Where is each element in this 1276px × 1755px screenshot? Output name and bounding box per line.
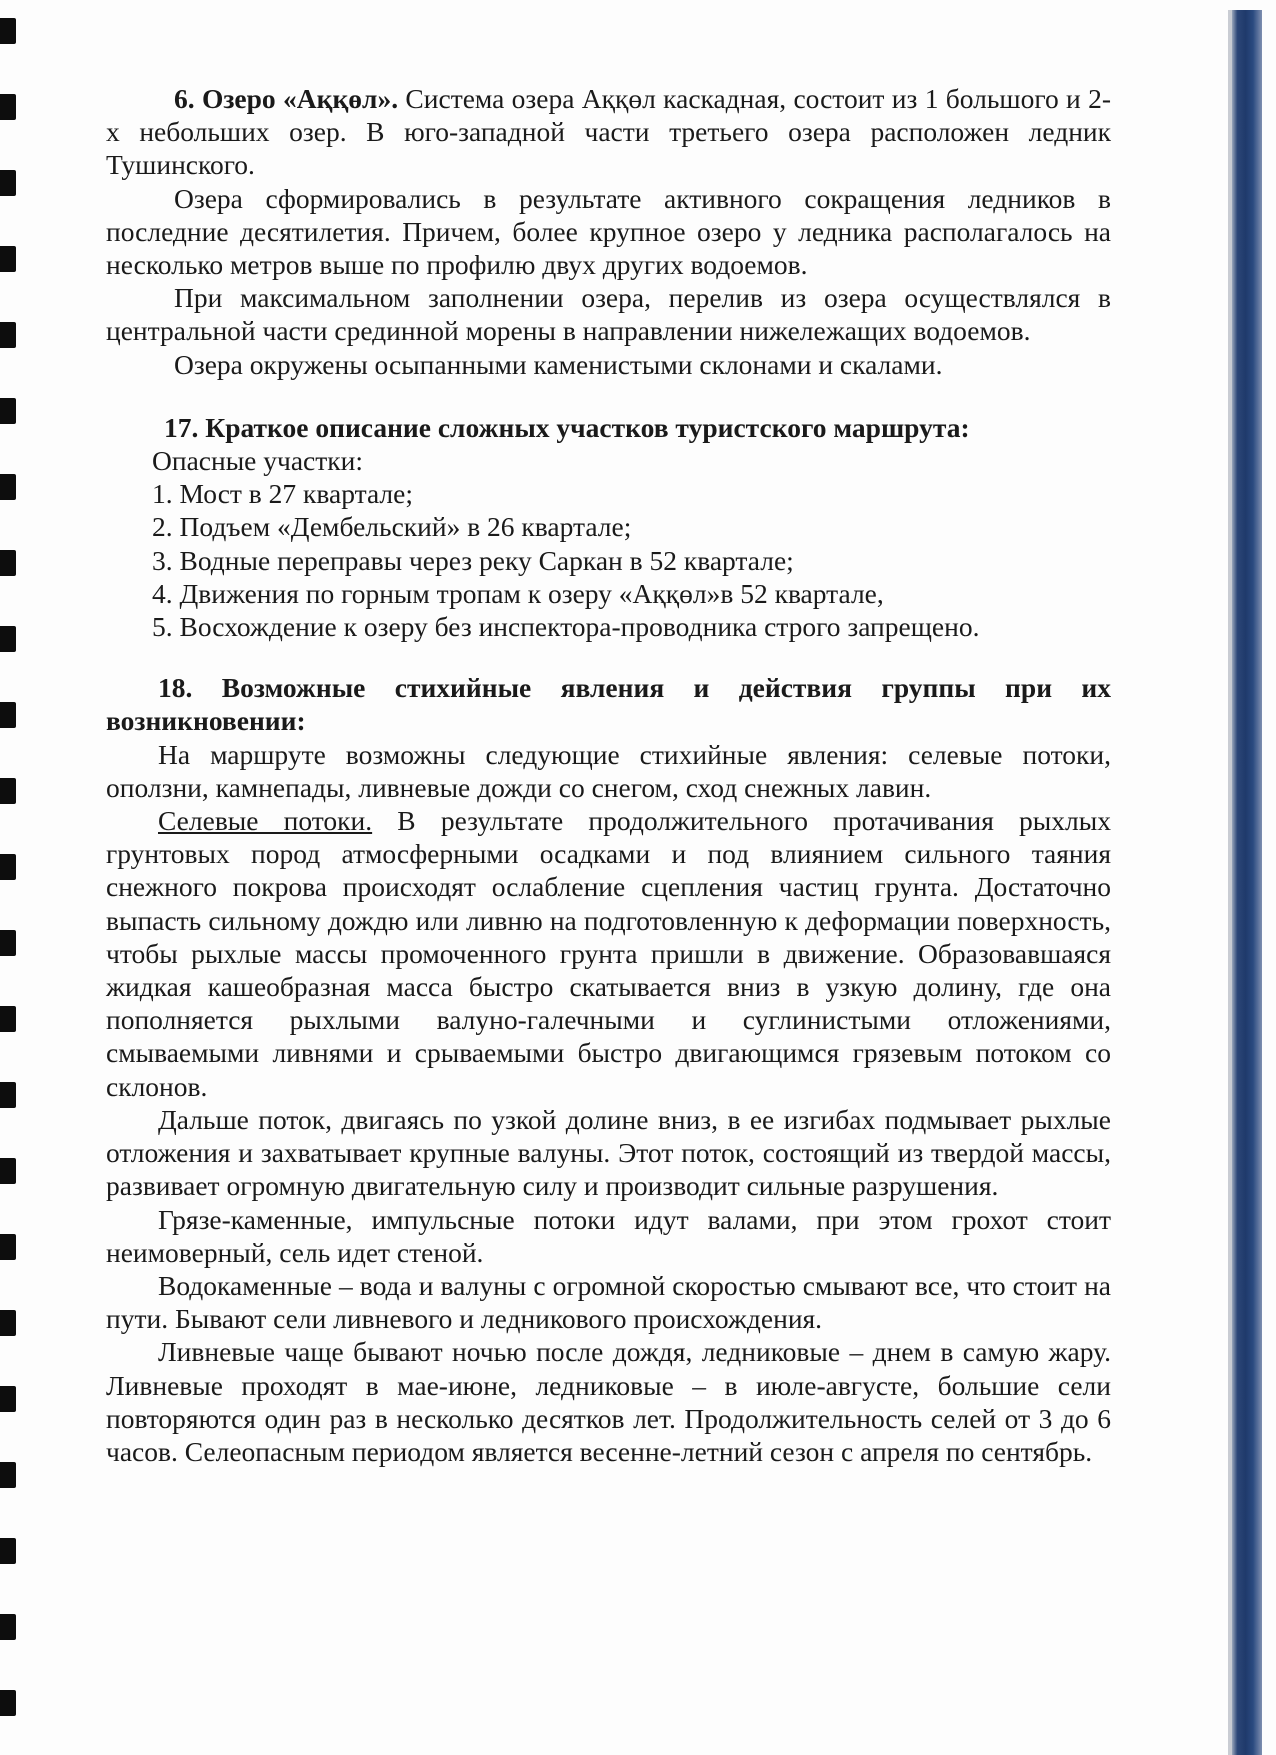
list-item: 4. Движения по горным тропам к озеру «Аққөл»в 52 квартале,: [152, 577, 884, 609]
section17-subtitle: Опасные участки:: [152, 445, 363, 477]
section6-intro: [106, 82, 1111, 182]
section18-paragraph-3: Дальше поток, двигаясь по узкой долине вниз, в ее изгибах подмывает рыхлые отложения и захватывает крупные валуны. Этот поток, состоящий из твердой массы, развивает огромную двигательную силу и производит сильные разрушения.: [106, 1103, 1111, 1202]
binding-hole: [0, 398, 16, 424]
binding-hole: [0, 626, 16, 652]
binding-hole: [0, 702, 16, 728]
section18-paragraph-5: Водокаменные – вода и валуны с огромной скоростью смывают все, что стоит на пути. Бывают сели ливневого и ледникового происхождения.: [106, 1269, 1111, 1335]
binding-hole: [0, 930, 16, 956]
section18-paragraph-6: Ливневые чаще бывают ночью после дождя, ледниковые – днем в самую жару. Ливневые проходят в мае-июне, ледниковые – в июле-августе, большие сели повторяются один раз в несколько десятков лет. Продолжительность селей от 3 до 6 часов. Селеопасным периодом является весенне-летний сезон с апреля по сентябрь.: [106, 1336, 1111, 1467]
binding-hole: [0, 1006, 16, 1032]
section18-mudflow-paragraph: [106, 804, 1111, 1103]
binding-hole: [0, 474, 16, 500]
section17-title: 17. Краткое описание сложных участков туристского маршрута:: [164, 411, 970, 443]
binding-hole: [0, 1158, 16, 1184]
mudflow-label: Селевые потоки.: [158, 805, 373, 837]
blue-binding-spine: [1232, 10, 1262, 1755]
binding-hole: [0, 1690, 16, 1716]
list-item: 2. Подъем «Дембельский» в 26 квартале;: [152, 511, 632, 543]
section6-title: 6. Озеро «Аққөл».: [174, 83, 399, 114]
binding-hole: [0, 170, 16, 196]
section18-paragraph-1: На маршруте возможны следующие стихийные явления: селевые потоки, оползни, камнепады, ливневые дожди со снегом, сход снежных лавин.: [106, 738, 1111, 803]
spacer: [106, 381, 1111, 411]
binding-hole: [0, 246, 16, 272]
binding-hole: [0, 322, 16, 348]
list-item: 1. Мост в 27 квартале;: [152, 478, 413, 510]
binding-hole: [0, 1310, 16, 1336]
binding-holes: [0, 0, 22, 1755]
binding-hole: [0, 550, 16, 576]
spacer: [106, 643, 1111, 671]
section6-paragraph-2: Озера сформировались в результате активного сокращения ледников в последние десятилетия. Причем, более крупное озеро у ледника располагалось на несколько метров выше по профилю двух других водоемов.: [106, 182, 1111, 281]
binding-hole: [0, 1614, 16, 1640]
binding-hole: [0, 1462, 16, 1488]
mudflow-text: В результате продолжительного протачивания рыхлых грунтовых пород атмосферными осадками и под влиянием сильного таяния снежного покрова происходят ослабление сцепления частиц грунта. Достаточно выпасть сильному дождю или ливню на подготовленную к деформации поверхность, чтобы рыхлые массы промоченного грунта пришли в движение. Образовавшаяся жидкая кашеобразная масса быстро скатывается вниз в узкую долину, где она пополняется рыхлыми валуно-галечными и суглинистыми отложениями, смываемыми ливнями и срываемыми быстро двигающимся грязевым потоком со склонов.: [106, 805, 1111, 1102]
section6-paragraph-3: При максимальном заполнении озера, перелив из озера осуществлялся в центральной части срединной морены в направлении нижележащих водоемов.: [106, 282, 1111, 347]
document-body: [106, 82, 1111, 1468]
list-item: 5. Восхождение к озеру без инспектора-проводника строго запрещено.: [152, 611, 980, 643]
binding-hole: [0, 1234, 16, 1260]
binding-hole: [0, 1082, 16, 1108]
section18-paragraph-4: Грязе-каменные, импульсные потоки идут валами, при этом грохот стоит неимоверный, сель идет стеной.: [106, 1203, 1111, 1268]
binding-hole: [0, 854, 16, 880]
section18-title: 18. Возможные стихийные явления и действия группы при их возникновении:: [106, 672, 1111, 737]
section6-paragraph-4: Озера окружены осыпанными каменистыми склонами и скалами.: [174, 348, 943, 380]
binding-hole: [0, 1386, 16, 1412]
section6-intro-text: Система озера Аққөл каскадная, состоит из 1 большого и 2-х небольших озер. В юго-западной части третьего озера расположен ледник Тушинского.: [106, 83, 1111, 181]
binding-hole: [0, 778, 16, 804]
binding-hole: [0, 18, 16, 44]
binding-hole: [0, 1538, 16, 1564]
list-item: 3. Водные переправы через реку Саркан в 52 квартале;: [152, 544, 794, 576]
binding-hole: [0, 94, 16, 120]
hazard-list: [106, 477, 1111, 643]
